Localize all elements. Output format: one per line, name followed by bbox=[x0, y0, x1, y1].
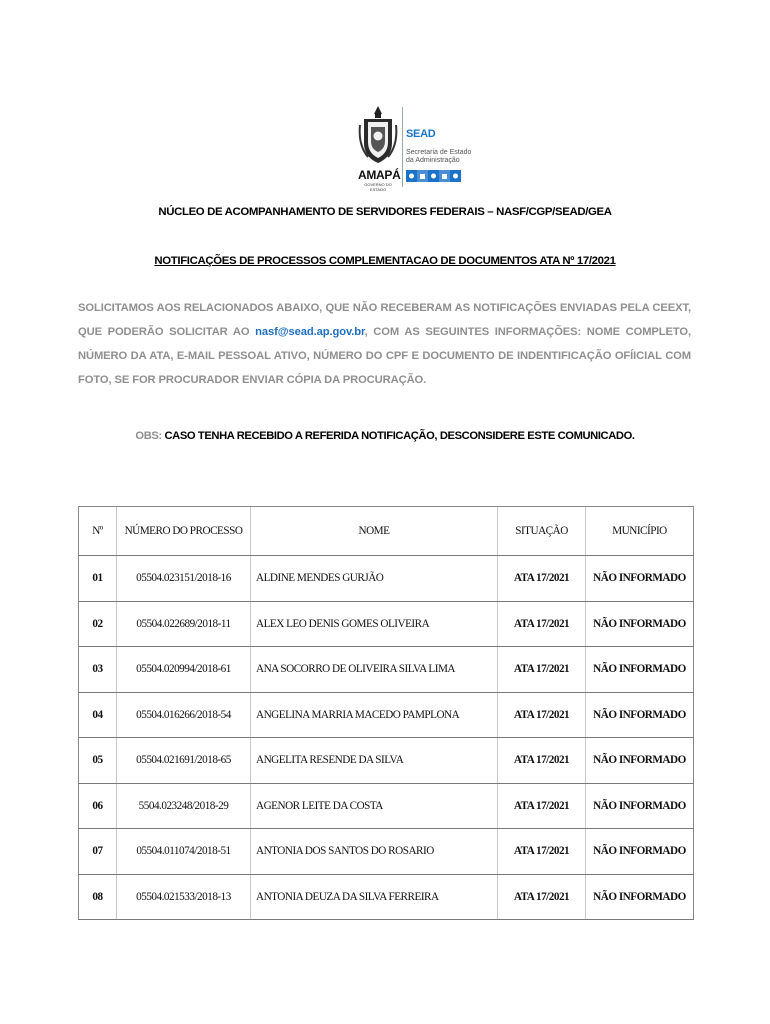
cell-name: ANGELITA RESENDE DA SILVA bbox=[251, 738, 498, 784]
cell-situation: ATA 17/2021 bbox=[498, 829, 586, 875]
cell-situation: ATA 17/2021 bbox=[498, 874, 586, 920]
cell-situation: ATA 17/2021 bbox=[498, 738, 586, 784]
contact-email-link[interactable]: nasf@sead.ap.gov.br bbox=[255, 326, 365, 338]
table-row bbox=[79, 556, 694, 602]
column-header-process: NÚMERO DO PROCESSO bbox=[117, 507, 251, 556]
intro-paragraph bbox=[78, 296, 691, 392]
cell-name: ANGELINA MARRIA MACEDO PAMPLONA bbox=[251, 692, 498, 738]
obs-note bbox=[0, 430, 770, 442]
cell-municipality: NÃO INFORMADO bbox=[586, 874, 694, 920]
cell-number: 01 bbox=[79, 556, 117, 602]
cell-number: 02 bbox=[79, 601, 117, 647]
cell-municipality: NÃO INFORMADO bbox=[586, 692, 694, 738]
process-table bbox=[78, 506, 694, 920]
cell-name: AGENOR LEITE DA COSTA bbox=[251, 783, 498, 829]
cell-name: ANTONIA DOS SANTOS DO ROSARIO bbox=[251, 829, 498, 875]
cell-situation: ATA 17/2021 bbox=[498, 601, 586, 647]
obs-label: OBS: bbox=[135, 430, 162, 442]
cell-process-number: 05504.021691/2018-65 bbox=[117, 738, 251, 784]
logo-state-subtitle: GOVERNO DO ESTADO bbox=[364, 182, 392, 192]
document-heading: NÚCLEO DE ACOMPANHAMENTO DE SERVIDORES FEDERAIS – NASF/CGP/SEAD/GEA bbox=[158, 206, 612, 218]
cell-municipality: NÃO INFORMADO bbox=[586, 738, 694, 784]
logo-agency-line-1: Secretaria de Estado bbox=[406, 149, 472, 156]
cell-situation: ATA 17/2021 bbox=[498, 692, 586, 738]
table-row bbox=[79, 647, 694, 693]
cell-number: 05 bbox=[79, 738, 117, 784]
logo-pictograms-icon bbox=[406, 169, 462, 183]
government-logo bbox=[358, 105, 472, 192]
cell-number: 06 bbox=[79, 783, 117, 829]
cell-number: 08 bbox=[79, 874, 117, 920]
cell-name: ANA SOCORRO DE OLIVEIRA SILVA LIMA bbox=[251, 647, 498, 693]
column-header-situation: SITUAÇÃO bbox=[498, 507, 586, 556]
cell-municipality: NÃO INFORMADO bbox=[586, 829, 694, 875]
cell-situation: ATA 17/2021 bbox=[498, 556, 586, 602]
cell-process-number: 05504.023151/2018-16 bbox=[117, 556, 251, 602]
logo-state-name: AMAPÁ bbox=[358, 168, 401, 182]
logo-divider bbox=[402, 107, 403, 187]
cell-name: ANTONIA DEUZA DA SILVA FERREIRA bbox=[251, 874, 498, 920]
table-row bbox=[79, 829, 694, 875]
cell-number: 07 bbox=[79, 829, 117, 875]
intro-text-before-email: SOLICITAMOS AOS RELACIONADOS ABAIXO, QUE NÃO RECEBERAM AS NOTIFICAÇÕES ENVIADAS PELA CEEXT, QUE PODERÃO SOLICITAR AO bbox=[78, 302, 691, 338]
document-subheading: NOTIFICAÇÕES DE PROCESSOS COMPLEMENTACAO DE DOCUMENTOS ATA Nº 17/2021 bbox=[154, 255, 616, 267]
cell-name: ALEX LEO DENIS GOMES OLIVEIRA bbox=[251, 601, 498, 647]
cell-process-number: 05504.021533/2018-13 bbox=[117, 874, 251, 920]
intro-text-after-email: , COM AS SEGUINTES INFORMAÇÕES: NOME COMPLETO, NÚMERO DA ATA, E-MAIL PESSOAL ATIVO, NÚMERO DO CPF E DOCUMENTO DE INDENTIFICAÇÃO OFÍICIAL COM FOTO, SE FOR PROCURADOR ENVIAR CÓPIA DA PROCURAÇÃO. bbox=[78, 326, 692, 386]
column-header-name: NOME bbox=[251, 507, 498, 556]
cell-process-number: 5504.023248/2018-29 bbox=[117, 783, 251, 829]
column-header-municipality: MUNICÍPIO bbox=[586, 507, 694, 556]
logo-agency-line-2: da Administração bbox=[406, 157, 460, 164]
cell-number: 04 bbox=[79, 692, 117, 738]
cell-process-number: 05504.022689/2018-11 bbox=[117, 601, 251, 647]
table-row bbox=[79, 692, 694, 738]
table-row bbox=[79, 738, 694, 784]
cell-process-number: 05504.020994/2018-61 bbox=[117, 647, 251, 693]
cell-municipality: NÃO INFORMADO bbox=[586, 783, 694, 829]
amapa-coat-of-arms-icon bbox=[358, 105, 398, 165]
cell-municipality: NÃO INFORMADO bbox=[586, 647, 694, 693]
cell-municipality: NÃO INFORMADO bbox=[586, 601, 694, 647]
cell-name: ALDINE MENDES GURJÃO bbox=[251, 556, 498, 602]
logo-agency-acronym: SEAD bbox=[406, 128, 436, 140]
table-row bbox=[79, 874, 694, 920]
table-header-row bbox=[79, 507, 694, 556]
obs-text: CASO TENHA RECEBIDO A REFERIDA NOTIFICAÇÃO, DESCONSIDERE ESTE COMUNICADO. bbox=[164, 430, 635, 442]
cell-situation: ATA 17/2021 bbox=[498, 783, 586, 829]
table-row bbox=[79, 601, 694, 647]
column-header-number: Nº bbox=[79, 507, 117, 556]
cell-process-number: 05504.016266/2018-54 bbox=[117, 692, 251, 738]
cell-situation: ATA 17/2021 bbox=[498, 647, 586, 693]
cell-process-number: 05504.011074/2018-51 bbox=[117, 829, 251, 875]
cell-number: 03 bbox=[79, 647, 117, 693]
cell-municipality: NÃO INFORMADO bbox=[586, 556, 694, 602]
table-row bbox=[79, 783, 694, 829]
